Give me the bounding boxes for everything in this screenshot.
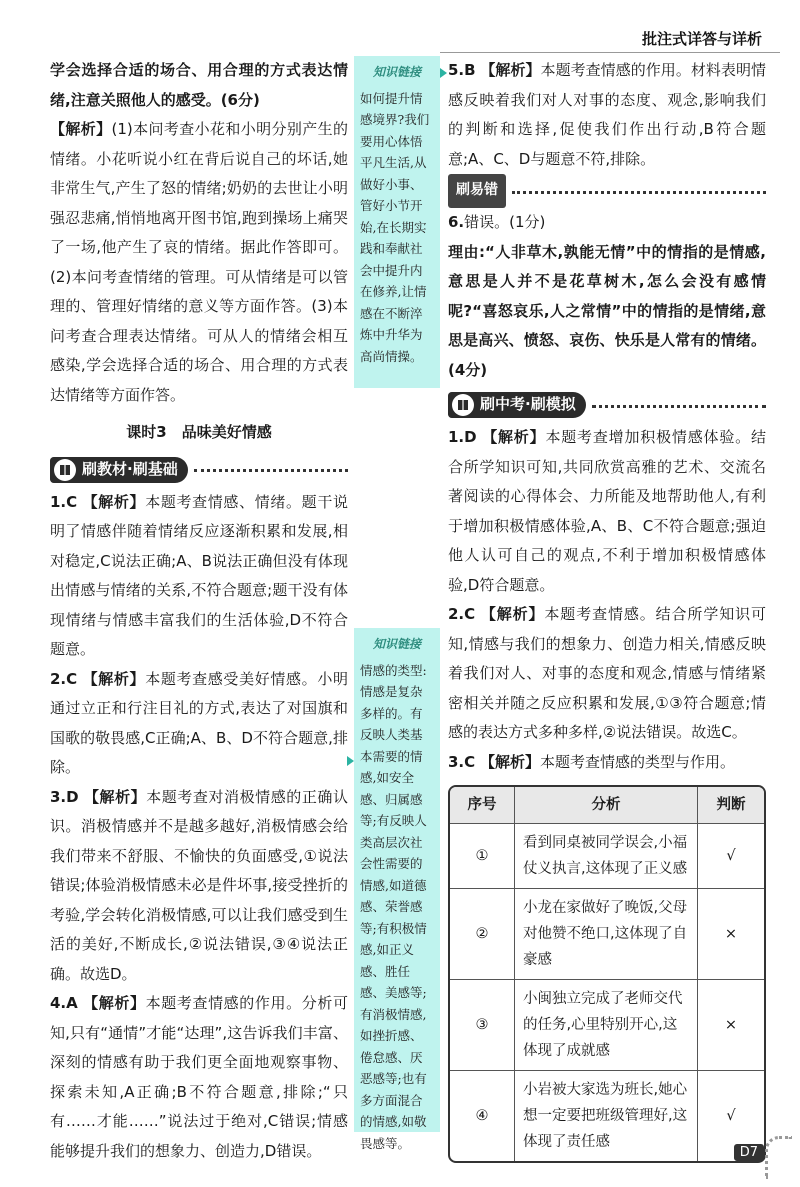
- table-cell: 小岩被大家选为班长,她心想一定要把班级管理好,这体现了责任感: [515, 1071, 698, 1162]
- book-icon: [452, 394, 474, 416]
- knowledge-link-note-1: [354, 56, 440, 388]
- table-cell: 看到同桌被同学误会,小福仗义执言,这体现了正义感: [515, 824, 698, 889]
- analysis-tag: 【解析】: [50, 120, 112, 138]
- table-cell: √: [698, 1071, 765, 1162]
- question-5: 5.B 【解析】本题考查情感的作用。材料表明情感反映着我们对人对事的态度、观念,影响我们的判断和选择,促使我们作出行动,B符合题意;A、C、D与题意不符,排除。: [448, 61, 766, 168]
- header-title: 批注式详答与详析: [641, 30, 762, 48]
- knowledge-link-title: 知识链接: [372, 65, 421, 79]
- analysis-paragraph: [50, 115, 348, 410]
- table-header: 分析: [515, 787, 698, 824]
- table-header-row: [450, 787, 764, 824]
- table-row: [450, 980, 764, 1071]
- table-cell: ③: [450, 980, 515, 1071]
- section-banner-exam: [448, 391, 766, 419]
- banner-dots: [592, 405, 766, 408]
- banner-label: 刷中考·刷模拟: [480, 395, 576, 414]
- table-cell: 小闽独立完成了老师交代的任务,心里特别开心,这体现了成就感: [515, 980, 698, 1071]
- table-cell: ×: [698, 889, 765, 980]
- mock-question-1: 1.D 【解析】本题考查增加积极情感体验。结合所学知识可知,共同欣赏高雅的艺术、交流名著阅读的心得体会、力所能及地帮助他人,有利于增加积极情感体验,A、B、C不符合题意;强迫他人认可自己的观点,不利于增加积极情感体验,D符合题意。: [448, 428, 766, 594]
- question-6: 6.错误。(1分): [448, 213, 546, 231]
- question-3: 3.D 【解析】本题考查对消极情感的正确认识。消极情感并不是越多越好,消极情感会给我们带来不舒服、不愉快的负面感受,①说法错误;体验消极情感未必是件坏事,接受挫折的考验,学会转化消极情感,可以让我们感受到生活的美好,不断成长,②说法错误,③④说法正确。故选D。: [50, 787, 348, 983]
- knowledge-link-note-2: [354, 628, 440, 1151]
- section-banner-error: [448, 178, 766, 204]
- table-cell: ④: [450, 1071, 515, 1162]
- banner-label: 刷教材·刷基础: [82, 459, 178, 478]
- mock-question-3: 3.C 【解析】本题考查情感的类型与作用。: [448, 752, 735, 771]
- table-header: 判断: [698, 787, 765, 824]
- table-cell: ①: [450, 824, 515, 889]
- question-2: 2.C 【解析】本题考查感受美好情感。小明通过立正和行注目礼的方式,表达了对国旗和国歌的敬畏感,C正确;A、B、D不符合题意,排除。: [50, 669, 348, 776]
- pointer-triangle-icon: [440, 68, 447, 78]
- table-cell: √: [698, 824, 765, 889]
- question-4: 4.A 【解析】本题考查情感的作用。分析可知,只有“通情”才能“达理”,这告诉我们丰富、深刻的情感有助于我们更全面地观察事物、探索未知,A正确;B不符合题意,排除;“只有……才能……”说法过于绝对,C错误;情感能够提升我们的想象力、创造力,D错误。: [50, 994, 348, 1160]
- banner-dots: [194, 469, 348, 472]
- question-6-reason: 理由:“人非草木,孰能无情”中的情指的是情感,意思是人并不是花草树木,怎么会没有感情呢?“喜怒哀乐,人之常情”中的情指的是情绪,意思是高兴、愤怒、哀伤、快乐是人常有的情绪。(4分): [448, 242, 766, 379]
- knowledge-link-text: 情感的类型:情感是复杂多样的。有反映人类基本需要的情感,如安全感、归属感等;有反映人类高层次社会性需要的情感,如道德感、荣誉感等;有积极情感,如正义感、胜任感、美感等;有消极情感,如挫折感、倦怠感、厌恶感等;也有多方面混合的情感,如敬畏感等。: [360, 662, 427, 1151]
- page-number: D7: [734, 1144, 764, 1161]
- table-header: 序号: [450, 787, 515, 824]
- knowledge-link-title: 知识链接: [372, 637, 421, 651]
- table-row: [450, 824, 764, 889]
- right-column: [448, 56, 766, 1163]
- header-divider: [440, 52, 780, 53]
- left-column: [50, 56, 348, 1166]
- section-banner-basic: [50, 456, 348, 484]
- answer-conclusion: 学会选择合适的场合、用合理的方式表达情绪,注意关照他人的感受。(6分): [50, 61, 348, 109]
- banner-label: 刷易错: [448, 174, 506, 208]
- lesson-title: 课时3 品味美好情感: [126, 423, 272, 441]
- table-row: [450, 889, 764, 980]
- knowledge-link-text: 如何提升情感境界?我们要用心体悟平凡生活,从做好小事、管好小节开始,在长期实践和奉献社会中提升内在修养,让情感在不断淬炼中升华为高尚情操。: [360, 90, 430, 364]
- banner-dots: [512, 191, 766, 194]
- pointer-triangle-icon: [347, 756, 354, 766]
- table-row: [450, 1071, 764, 1162]
- page-corner-decoration: [765, 1136, 792, 1179]
- question-1: 1.C 【解析】本题考查情感、情绪。题干说明了情感伴随着情绪反应逐渐积累和发展,相对稳定,C说法正确;A、B说法正确但没有体现出情感与情绪的关系,不符合题意;题干没有体现情绪与情感丰富我们的生活体验,D不符合题意。: [50, 492, 348, 658]
- table-cell: ×: [698, 980, 765, 1071]
- book-icon: [54, 459, 76, 481]
- analysis-table: [448, 785, 766, 1163]
- table-cell: 小龙在家做好了晚饭,父母对他赞不绝口,这体现了自豪感: [515, 889, 698, 980]
- mock-question-2: 2.C 【解析】本题考查情感。结合所学知识可知,情感与我们的想象力、创造力相关,情感反映着我们对人、对事的态度和观念,情感与情绪紧密相关并随之反应积累和发展,①③符合题意;情感的表达方式多种多样,②说法错误。故选C。: [448, 605, 766, 741]
- table-cell: ②: [450, 889, 515, 980]
- analysis-text: (1)本问考查小花和小明分别产生的情绪。小花听说小红在背后说自己的坏话,她非常生气,产生了怒的情绪;奶奶的去世让小明强忍悲痛,悄悄地离开图书馆,跑到操场上痛哭了一场,他产生了哀的情绪。据此作答即可。(2)本问考查情绪的管理。可从情绪是可以管理的、管理好情绪的意义等方面作答。(3)本问考查合理表达情绪。可从人的情绪会相互感染,学会选择合适的场合、用合理的方式表达情绪等方面作答。: [50, 120, 348, 404]
